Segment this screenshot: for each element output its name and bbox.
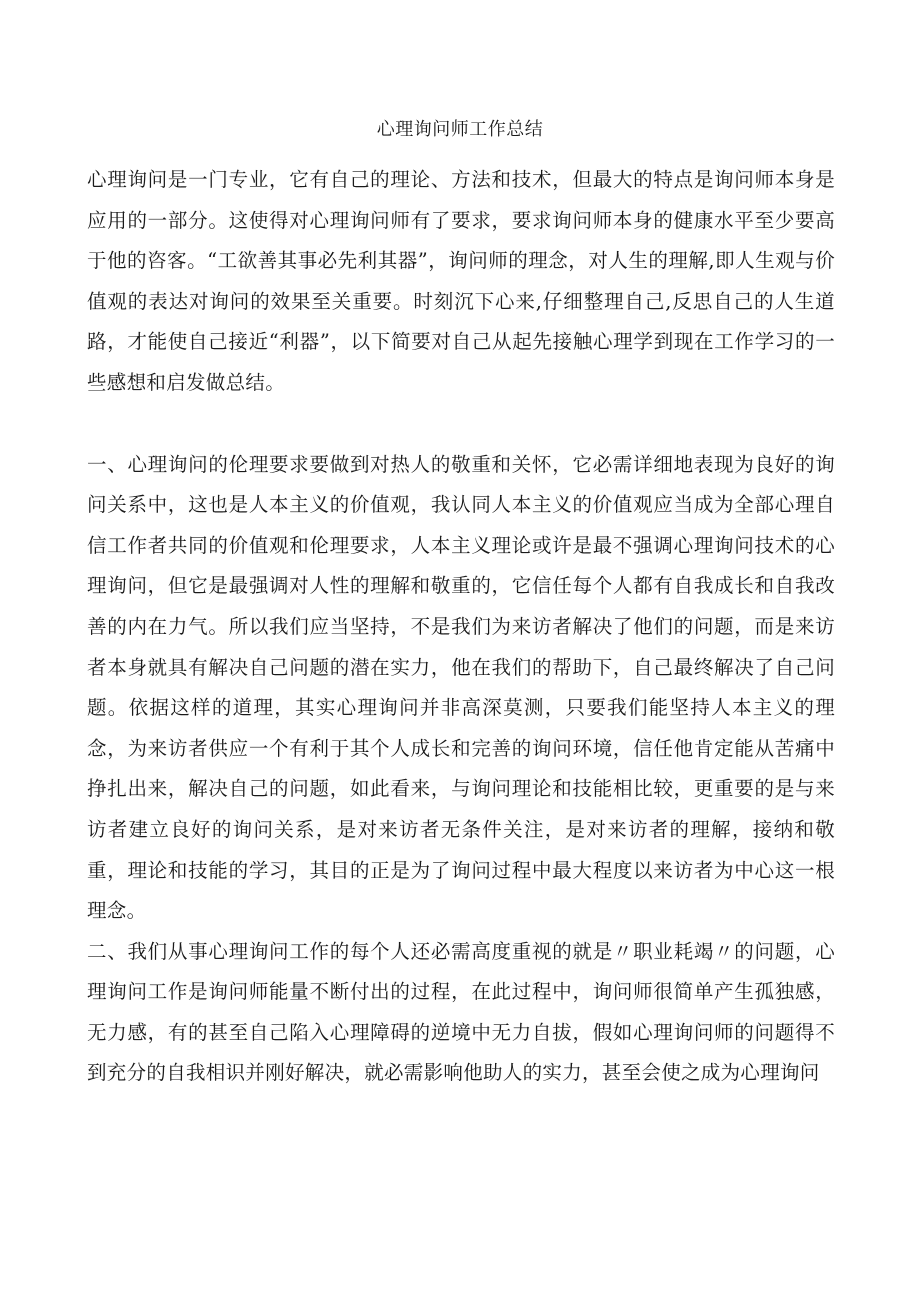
document-title: 心理询问师工作总结 xyxy=(376,119,544,140)
document-body xyxy=(87,160,835,1094)
paragraph-section-two: 二、我们从事心理询问工作的每个人还必需高度重视的就是〃职业耗竭〃的问题，心理询问工作是询问师能量不断付出的过程，在此过程中，询问师很简单产生孤独感，无力感，有的甚至自己陷入心理障碍的逆境中无力自拔，假如心理询问师的问题得不到充分的自我相识并刚好解决，就必需影响他助人的实力，甚至会使之成为心理询问 xyxy=(87,939,835,1085)
paragraph-section-one: 一、心理询问的伦理要求要做到对热人的敬重和关怀，它必需详细地表现为良好的询问关系中，这也是人本主义的价值观，我认同人本主义的价值观应当成为全部心理自信工作者共同的价值观和伦理要求，人本主义理论或许是最不强调心理询问技术的心理询问，但它是最强调对人性的理解和敬重的，它信任每个人都有自我成长和自我改善的内在力气。所以我们应当坚持，不是我们为来访者解决了他们的问题，而是来访者本身就具有解决自己问题的潜在实力，他在我们的帮助下，自己最终解决了自己问题。依据这样的道理，其实心理询问并非高深莫测，只要我们能坚持人本主义的理念，为来访者供应一个有利于其个人成长和完善的询问环境，信任他肯定能从苦痛中挣扎出来，解决自己的问题，如此看来，与询问理论和技能相比较，更重要的是与来访者建立良好的询问关系，是对来访者无条件关注，是对来访者的理解，接纳和敬重，理论和技能的学习，其目的正是为了询问过程中最大程度以来访者为中心这一根理念。 xyxy=(87,452,835,923)
paragraph-intro: 心理询问是一门专业，它有自己的理论、方法和技术，但最大的特点是询问师本身是应用的一部分。这使得对心理询问师有了要求，要求询问师本身的健康水平至少要高于他的咨客。“工欲善其事必先利其器”，询问师的理念，对人生的理解,即人生观与价值观的表达对询问的效果至关重要。时刻沉下心来,仔细整理自己,反思自己的人生道路，才能使自己接近“利器”，以下简要对自己从起先接触心理学到现在工作学习的一些感想和启发做总结。 xyxy=(87,168,835,394)
paragraph-spacer xyxy=(87,404,835,445)
